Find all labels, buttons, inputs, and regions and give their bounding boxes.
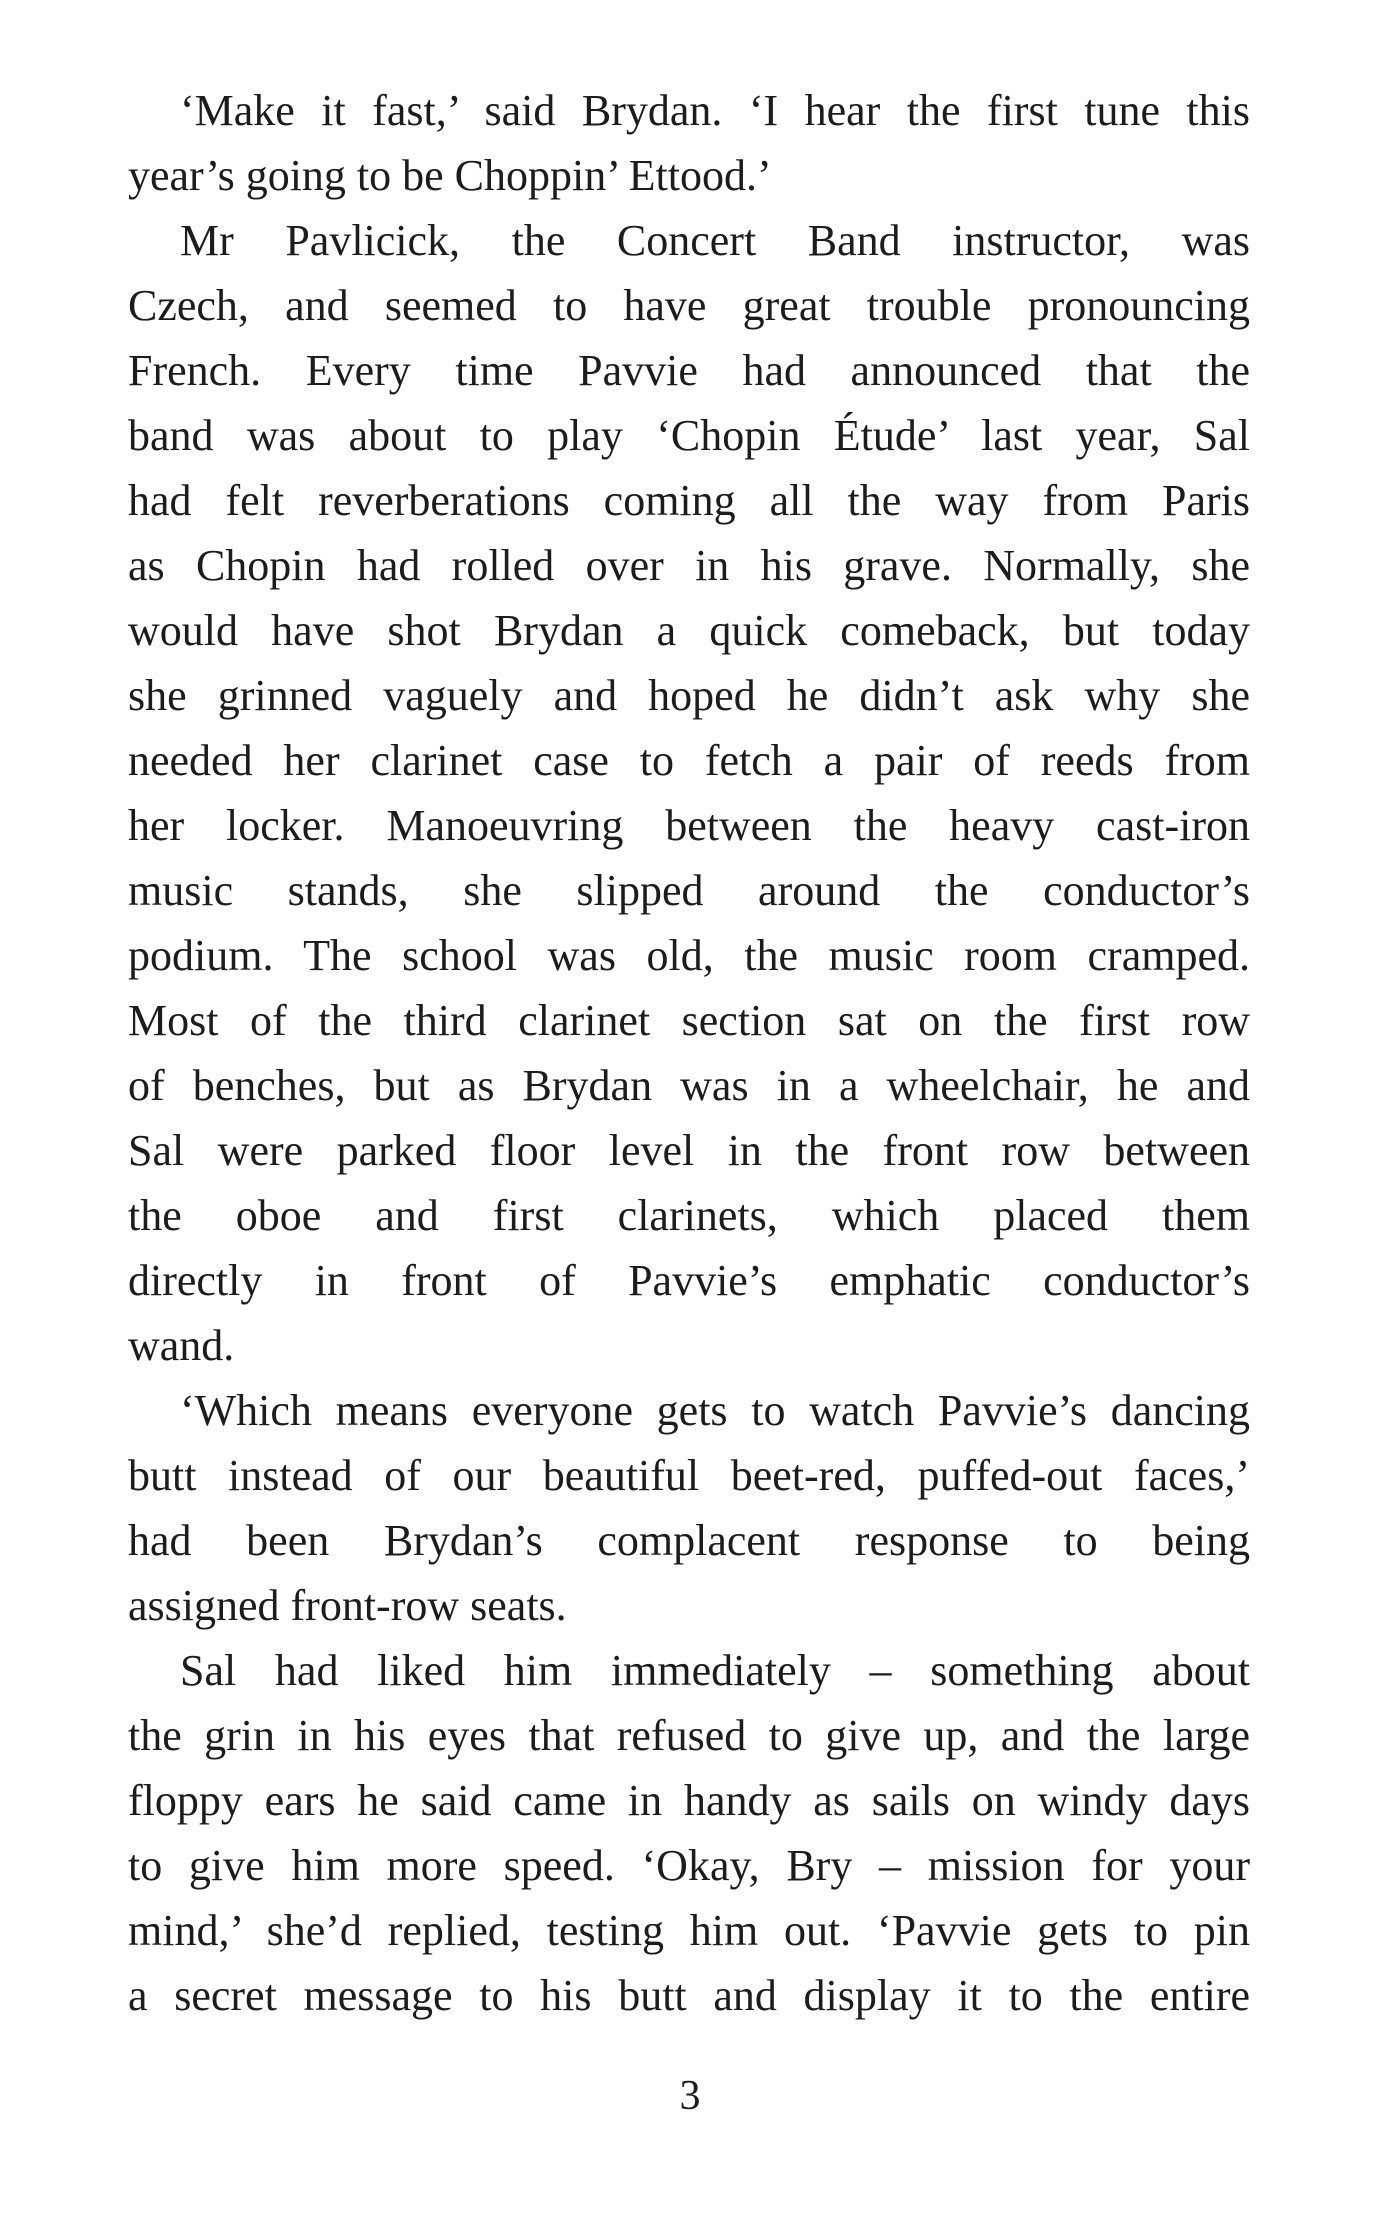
text-line: assigned front-row seats. — [128, 1581, 567, 1630]
text-line: would have shot Brydan a quick comeback, but today — [128, 606, 1250, 655]
text-line: ‘Make it fast,’ said Brydan. ‘I hear the first tune this — [180, 86, 1250, 135]
text-line: to give him more speed. ‘Okay, Bry – mission for your — [128, 1841, 1250, 1890]
text-line: the grin in his eyes that refused to give up, and the large — [128, 1711, 1250, 1760]
text-line: French. Every time Pavvie had announced that the — [128, 346, 1250, 395]
text-line: ‘Which means everyone gets to watch Pavvie’s dancing — [180, 1386, 1250, 1435]
page-number: 3 — [679, 2073, 701, 2119]
text-line: butt instead of our beautiful beet-red, puffed-out faces,’ — [128, 1451, 1250, 1500]
text-line: as Chopin had rolled over in his grave. Normally, she — [128, 541, 1250, 590]
text-line: wand. — [128, 1321, 235, 1370]
text-line: of benches, but as Brydan was in a wheelchair, he and — [128, 1061, 1250, 1110]
text-line: had felt reverberations coming all the way from Paris — [128, 476, 1250, 525]
text-line: the oboe and first clarinets, which placed them — [128, 1191, 1250, 1240]
text-line: she grinned vaguely and hoped he didn’t ask why she — [128, 671, 1250, 720]
text-line: floppy ears he said came in handy as sails on windy days — [128, 1776, 1250, 1825]
text-line: Czech, and seemed to have great trouble pronouncing — [128, 281, 1250, 330]
text-line: needed her clarinet case to fetch a pair of reeds from — [128, 736, 1250, 785]
text-line: band was about to play ‘Chopin Étude’ last year, Sal — [128, 411, 1250, 460]
text-line: podium. The school was old, the music room cramped. — [128, 931, 1250, 980]
text-line: her locker. Manoeuvring between the heavy cast-iron — [128, 801, 1250, 850]
text-line: Mr Pavlicick, the Concert Band instructor, was — [180, 216, 1250, 265]
text-line: music stands, she slipped around the conductor’s — [128, 866, 1250, 915]
text-line: year’s going to be Choppin’ Ettood.’ — [128, 151, 772, 200]
text-line: mind,’ she’d replied, testing him out. ‘Pavvie gets to pin — [128, 1906, 1250, 1955]
text-line: Most of the third clarinet section sat on the first row — [128, 996, 1250, 1045]
text-line: Sal were parked floor level in the front row between — [128, 1126, 1250, 1175]
text-line: Sal had liked him immediately – something about — [180, 1646, 1250, 1695]
text-line: a secret message to his butt and display it to the entire — [128, 1971, 1250, 2020]
body-text — [128, 78, 1250, 2028]
text-line: directly in front of Pavvie’s emphatic conductor’s — [128, 1256, 1250, 1305]
text-line: had been Brydan’s complacent response to being — [128, 1516, 1250, 1565]
